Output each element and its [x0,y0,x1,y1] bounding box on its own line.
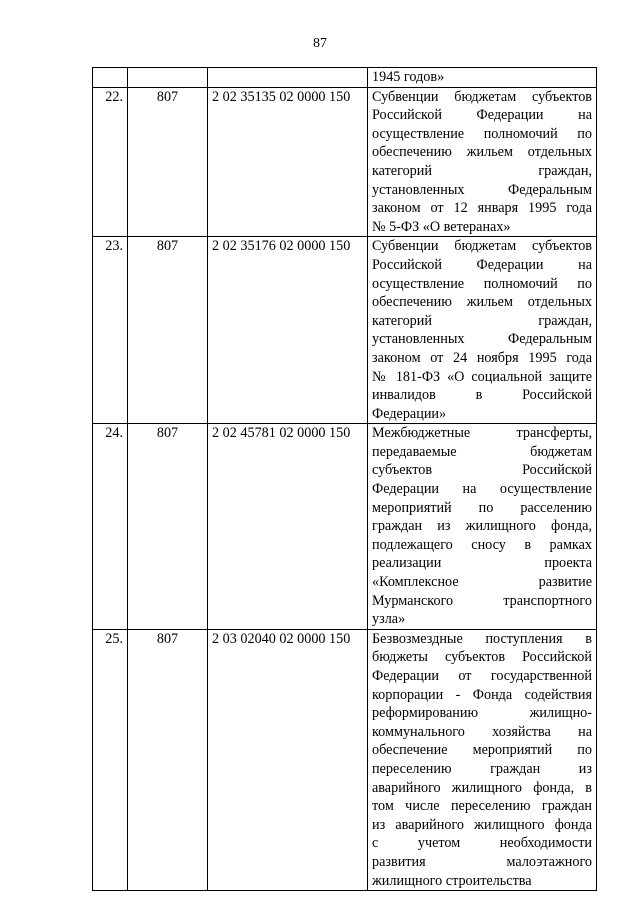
revenue-name-line: корпорации - Фонда содействия [372,686,592,703]
revenue-name-line: субъектов Российской [372,462,592,479]
revenue-name-line: узла» [372,611,406,628]
revenue-name-cell [368,237,597,424]
budget-revenue-table [92,67,597,891]
revenue-name-line: Субвенции бюджетам субъектов [372,238,592,255]
table-row [93,424,597,630]
admin-code-cell: 807 [128,87,208,237]
revenue-name-cell [368,87,597,237]
revenue-name-line: осуществление полномочий по [372,275,592,292]
budget-classification-code-cell: 2 02 35176 02 0000 150 [208,237,368,424]
revenue-name-line: Межбюджетные трансферты, [372,425,592,442]
table-row [93,237,597,424]
revenue-name-line: коммунального хозяйства на [372,723,592,740]
revenue-name-line: категорий граждан, [372,312,592,329]
table-row [93,87,597,237]
table-row [93,68,597,88]
revenue-name-line: обеспечению жильем отдельных [372,294,592,311]
revenue-name-line: Федерации от государственной [372,668,592,684]
revenue-name-line: Федерации» [372,405,447,422]
row-number-cell [93,68,128,88]
row-number-cell: 25. [93,629,128,890]
revenue-name-line: аварийного жилищного фонда, в [372,779,592,796]
row-number-cell: 22. [93,87,128,237]
revenue-name-line: 1945 годов» [372,69,445,85]
admin-code-cell: 807 [128,629,208,890]
revenue-name-line: «Комплексное развитие [372,574,592,591]
revenue-name-line: том числе переселению граждан [372,798,592,815]
revenue-name-line: подлежащего сносу в рамках [372,536,592,553]
revenue-name-line: № 181-ФЗ «О социальной защите [372,368,592,385]
revenue-name-line: установленных Федеральным [372,181,592,198]
revenue-name-line: обеспечение мероприятий по [372,742,592,759]
revenue-name-line: инвалидов в Российской [372,387,592,404]
revenue-name-line: переселению граждан из [372,760,592,777]
admin-code-cell: 807 [128,424,208,630]
table-row [93,629,597,890]
revenue-name-line: Российской Федерации на [372,256,592,273]
row-number-cell: 23. [93,237,128,424]
revenue-name-line: передаваемые бюджетам [372,443,592,460]
revenue-name-line: № 5-ФЗ «О ветеранах» [372,218,511,235]
revenue-name-line: граждан из жилищного фонда, [372,518,592,535]
budget-classification-code-cell: 2 02 35135 02 0000 150 [208,87,368,237]
revenue-name-line: Федерации на осуществление [372,481,592,498]
revenue-name-line: развития малоэтажного [372,853,592,870]
budget-classification-code-cell: 2 03 02040 02 0000 150 [208,629,368,890]
budget-classification-code-cell [208,68,368,88]
revenue-name-line: законом от 24 ноября 1995 года [372,349,592,366]
revenue-name-line: обеспечению жильем отдельных [372,144,592,161]
revenue-name-line: Безвозмездные поступления в [372,630,592,647]
revenue-name-line: бюджеты субъектов Российской [372,649,592,666]
revenue-name-line: мероприятий по расселению [372,499,592,516]
revenue-name-line: установленных Федеральным [372,331,592,348]
revenue-name-line: с учетом необходимости [372,835,592,852]
revenue-name-line: осуществление полномочий по [372,125,592,142]
table-body [93,68,597,891]
revenue-name-line: законом от 12 января 1995 года [372,200,592,217]
revenue-name-line: Субвенции бюджетам субъектов [372,88,592,105]
budget-classification-code-cell: 2 02 45781 02 0000 150 [208,424,368,630]
admin-code-cell [128,68,208,88]
revenue-name-line: из аварийного жилищного фонда [372,816,592,833]
revenue-name-line: реализации проекта [372,555,592,572]
page-number: 87 [313,36,327,51]
revenue-name-line: реформированию жилищно- [372,705,592,722]
revenue-name-cell [368,68,597,88]
revenue-name-line: Российской Федерации на [372,107,592,124]
admin-code-cell: 807 [128,237,208,424]
row-number-cell: 24. [93,424,128,630]
revenue-name-line: Мурманского транспортного [372,592,592,609]
revenue-name-cell [368,424,597,630]
revenue-name-line: жилищного строительства [372,872,532,889]
revenue-name-cell [368,629,597,890]
revenue-name-line: категорий граждан, [372,162,592,179]
